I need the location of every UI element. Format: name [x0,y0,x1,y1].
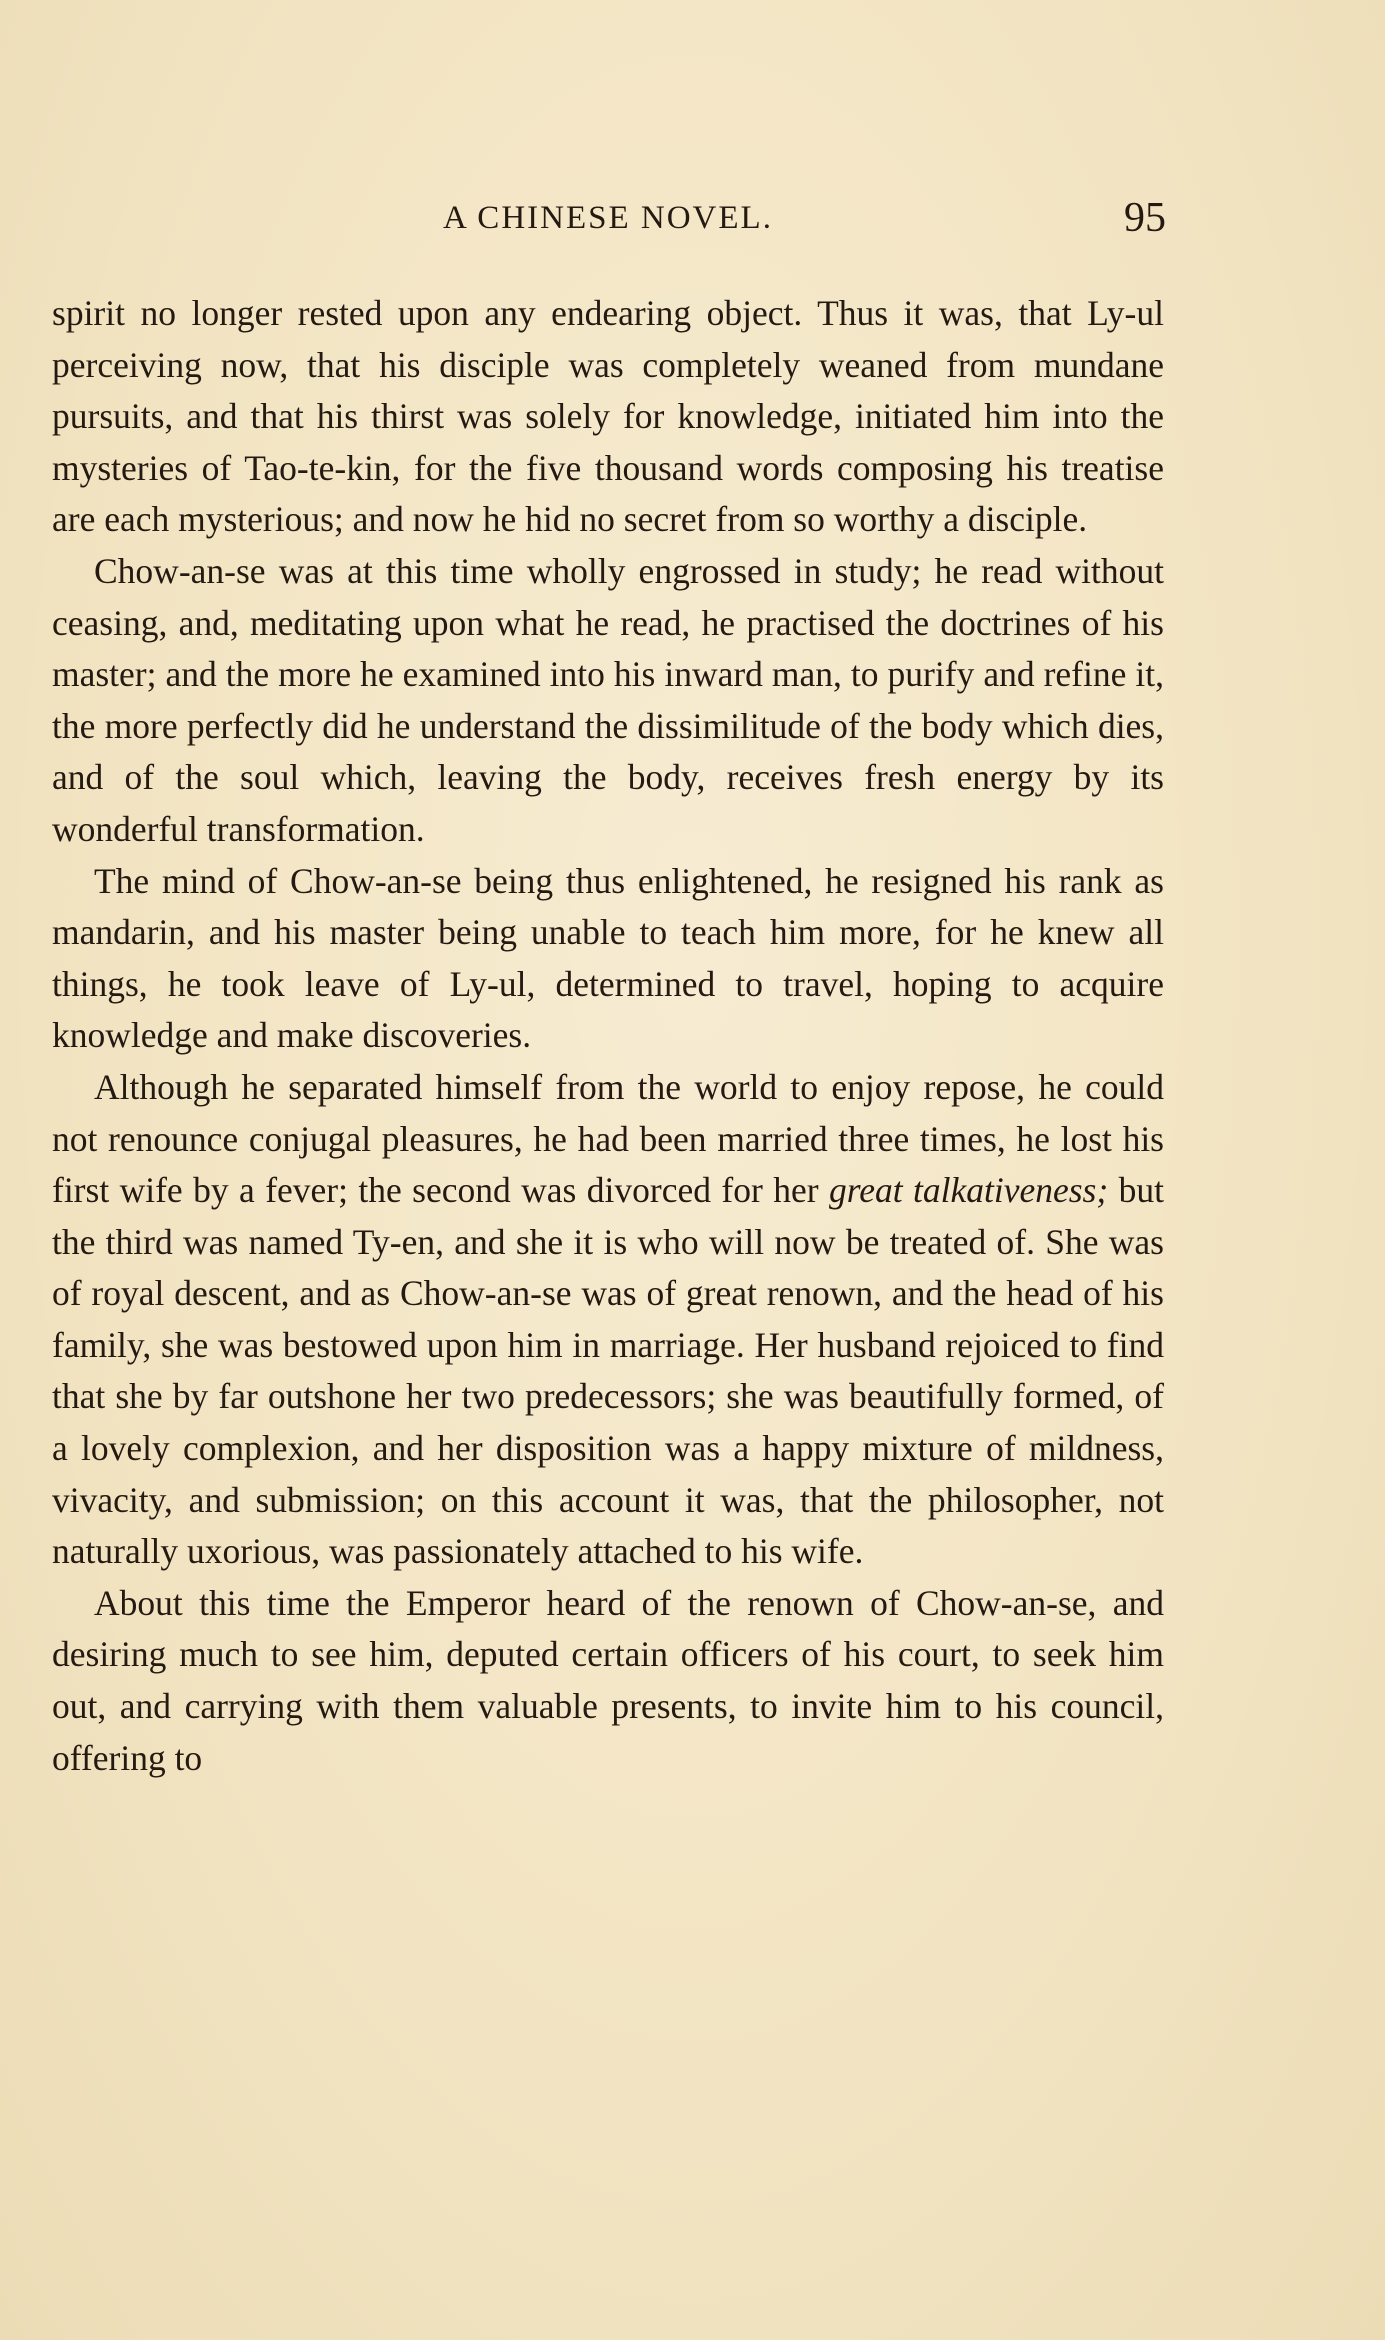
italic-phrase: great talkativeness; [828,1170,1109,1211]
page-number: 95 [1124,195,1166,241]
paragraph [52,1062,1164,1578]
paragraph: About this time the Emperor heard of the renown of Chow-an-se, and desiring much to see him, deputed certain officers of his court, to seek him out, and carrying with them valuable presents, to invite him to his council, offering to [52,1582,1164,1778]
paragraph-text-after: but the third was named Ty-en, and she it is who will now be treated of. She was of royal descent, and as Chow-an-se was of great renown, and the head of his family, she was bestowed upon him in marriage. Her husband rejoiced to find that she by far outshone her two predecessors; she was beautifully formed, of a lovely complexion, and her disposition was a happy mixture of mildness, vivacity, and submission; on this account it was, that the philosopher, not naturally uxorious, was passionately attached to his wife. [52,1170,1164,1572]
body-text [52,288,1164,1784]
paragraph: Chow-an-se was at this time wholly engrossed in study; he read without ceasing, and, meditating upon what he read, he practised the doctrines of his master; and the more he examined into his inward man, to purify and refine it, the more perfectly did he understand the dissimilitude of the body which dies, and of the soul which, leaving the body, receives fresh energy by its wonderful transformation. [52,550,1164,849]
paragraph-text-before: Although he separated himself from the world to enjoy repose, he could not renounce conjugal pleasures, he had been married three times, he lost his first wife by a fever; the second was divorced for her [52,1066,1164,1211]
paragraph: The mind of Chow-an-se being thus enlightened, he resigned his rank as mandarin, and his master being unable to teach him more, for he knew all things, he took leave of Ly-ul, determined to travel, hoping to acquire knowledge and make discoveries. [52,860,1164,1056]
paragraph: spirit no longer rested upon any endearing object. Thus it was, that Ly-ul perceiving now, that his disciple was completely weaned from mundane pursuits, and that his thirst was solely for knowledge, initiated him into the mysteries of Tao-te-kin, for the five thousand words composing his treatise are each mysterious; and now he hid no secret from so worthy a disciple. [52,293,1164,540]
running-title: A CHINESE NOVEL. [443,200,773,236]
book-page [52,190,1164,1784]
running-head [52,190,1164,250]
